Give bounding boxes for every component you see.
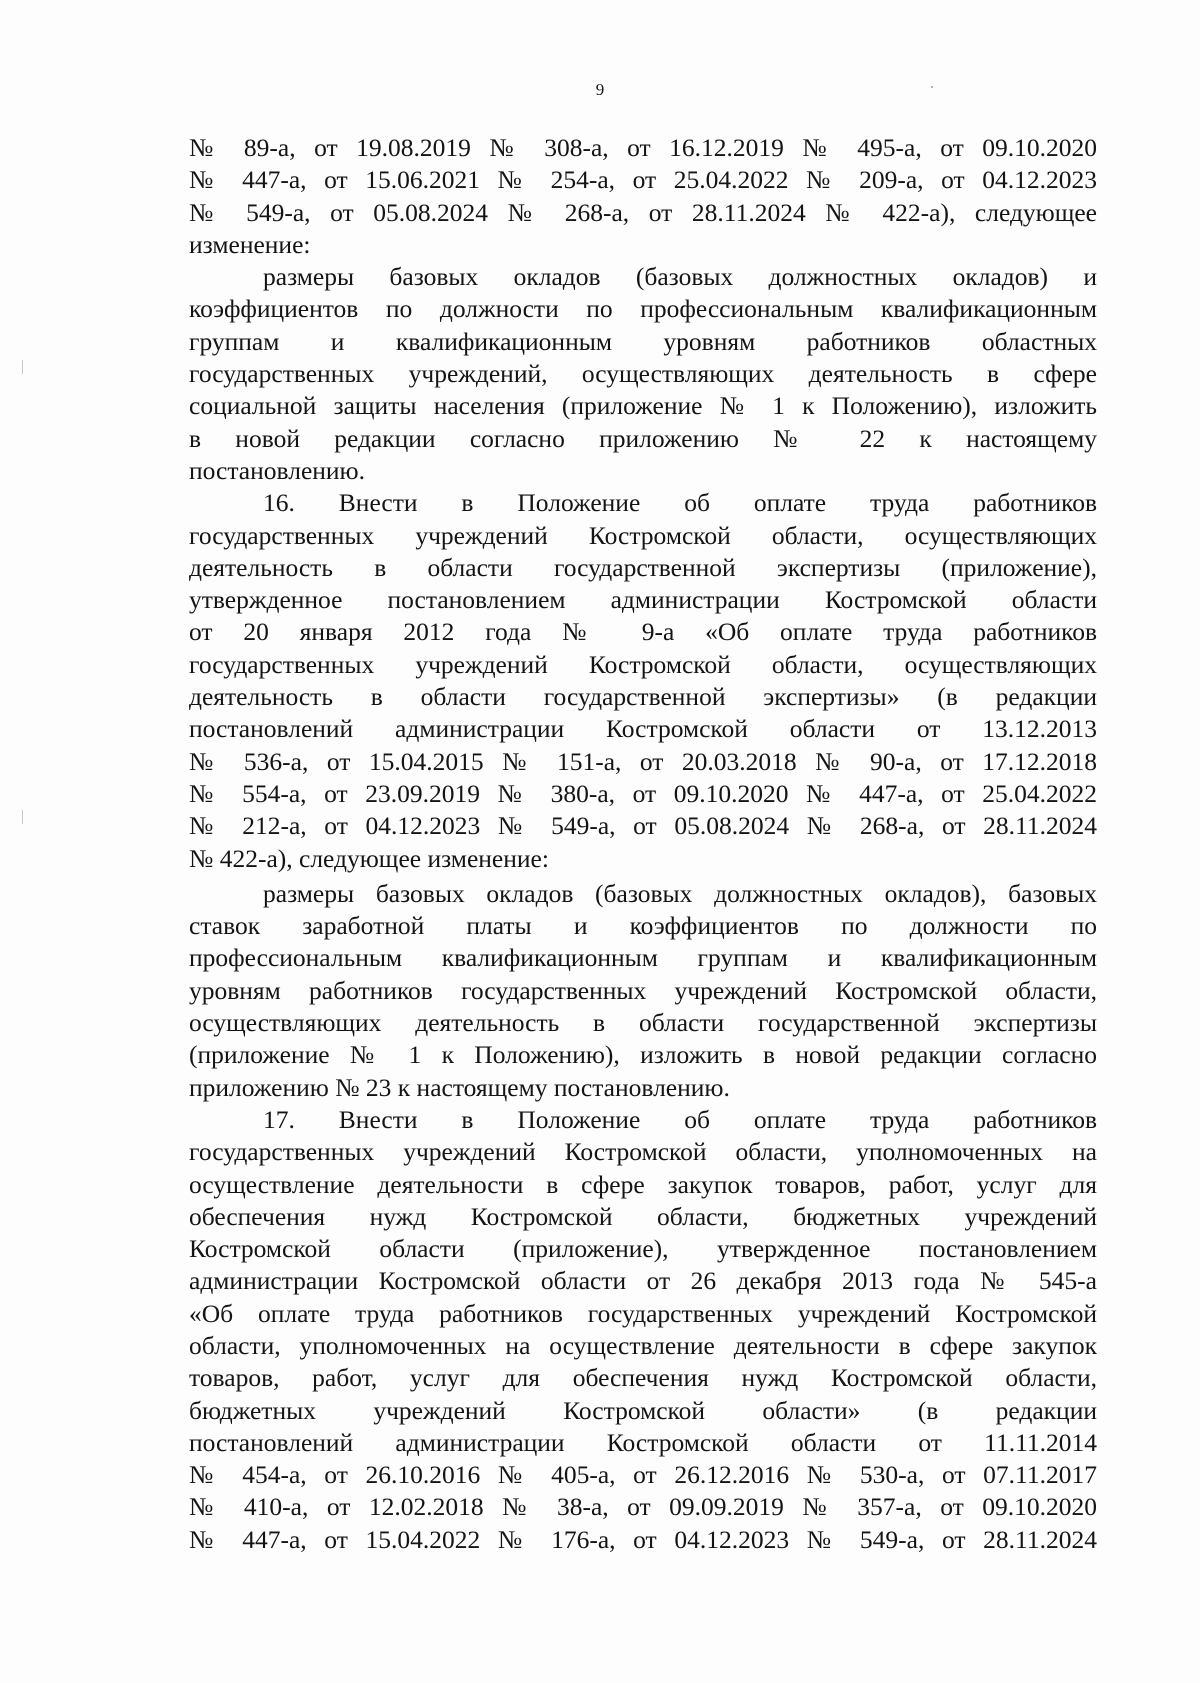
text-line: № 447-а, от 15.04.2022 № 176-а, от 04.12.2023 № 549-а, от 28.11.2024 (189, 1524, 1097, 1554)
text-line: государственных учреждений, осуществляющих деятельность в сфере (189, 359, 1097, 389)
text-line: изменение: (189, 229, 311, 259)
text-line: области, уполномоченных на осуществление деятельности в сфере закупок (189, 1330, 1097, 1360)
text-line: ставок заработной платы и коэффициентов по должности по (189, 911, 1097, 941)
text-line: утвержденное постановлением администрации Костромской области (189, 585, 1097, 615)
text-line: № 454-а, от 26.10.2016 № 405-а, от 26.12.2016 № 530-а, от 07.11.2017 (189, 1460, 1097, 1490)
text-line: осуществляющих деятельность в области государственной экспертизы (189, 1008, 1097, 1038)
item-17-start: 17. Внести в Положение об оплате труда работников (263, 1104, 1097, 1134)
text-line: № 212-а, от 04.12.2023 № 549-а, от 05.08.2024 № 268-а, от 28.11.2024 (189, 811, 1097, 841)
item-16-start: 16. Внести в Положение об оплате труда работников (263, 488, 1097, 518)
text-line: постановлений администрации Костромской области от 13.12.2013 (189, 714, 1097, 744)
text-line: профессиональным квалификационным группам и квалификационным (189, 943, 1097, 973)
text-line: Костромской области (приложение), утвержденное постановлением (189, 1234, 1097, 1264)
text-line: № 549-а, от 05.08.2024 № 268-а, от 28.11.2024 № 422-а), следующее (189, 197, 1097, 227)
text-line: № 447-а, от 15.06.2021 № 254-а, от 25.04.2022 № 209-а, от 04.12.2023 (189, 165, 1097, 195)
text-line: государственных учреждений Костромской области, осуществляющих (189, 649, 1097, 679)
text-line: администрации Костромской области от 26 декабря 2013 года № 545-а (189, 1266, 1097, 1296)
text-line: размеры базовых окладов (базовых должностных окладов) и (263, 262, 1097, 292)
text-line: размеры базовых окладов (базовых должностных окладов), базовых (263, 878, 1097, 908)
text-line: деятельность в области государственной экспертизы» (в редакции (189, 682, 1097, 712)
text-line: от 20 января 2012 года № 9-а «Об оплате труда работников (189, 617, 1097, 647)
text-line: приложению № 23 к настоящему постановлению. (189, 1072, 730, 1102)
text-line: социальной защиты населения (приложение № 1 к Положению), изложить (189, 391, 1097, 421)
text-line: № 554-а, от 23.09.2019 № 380-а, от 09.10.2020 № 447-а, от 25.04.2022 (189, 778, 1097, 808)
text-line: обеспечения нужд Костромской области, бюджетных учреждений (189, 1201, 1097, 1231)
text-line: коэффициентов по должности по профессиональным квалификационным (189, 294, 1097, 324)
text-line: осуществление деятельности в сфере закупок товаров, работ, услуг для (189, 1169, 1097, 1199)
text-line: группам и квалификационным уровням работников областных (189, 326, 1097, 356)
text-line: (приложение № 1 к Положению), изложить в новой редакции согласно (189, 1040, 1097, 1070)
text-line: государственных учреждений Костромской области, осуществляющих (189, 520, 1097, 550)
text-line: товаров, работ, услуг для обеспечения нужд Костромской области, (189, 1363, 1097, 1393)
text-line: постановлений администрации Костромской области от 11.11.2014 (189, 1427, 1097, 1457)
text-line: постановлению. (189, 455, 365, 485)
text-line: № 410-а, от 12.02.2018 № 38-а, от 09.09.2019 № 357-а, от 09.10.2020 (189, 1492, 1097, 1522)
text-line: «Об оплате труда работников государственных учреждений Костромской (189, 1298, 1097, 1328)
text-line: бюджетных учреждений Костромской области» (в редакции (189, 1395, 1097, 1425)
text-line: № 422-а), следующее изменение: (189, 843, 549, 873)
text-line: уровням работников государственных учреждений Костромской области, (189, 975, 1097, 1005)
scan-margin-mark (22, 810, 23, 824)
body-text (189, 132, 1097, 1556)
text-line: № 536-а, от 15.04.2015 № 151-а, от 20.03.2018 № 90-а, от 17.12.2018 (189, 746, 1097, 776)
text-line: № 89-а, от 19.08.2019 № 308-а, от 16.12.2019 № 495-а, от 09.10.2020 (189, 133, 1097, 162)
scan-margin-mark (22, 360, 23, 374)
text-line: государственных учреждений Костромской области, уполномоченных на (189, 1137, 1097, 1167)
text-line: деятельность в области государственной экспертизы (приложение), (189, 552, 1097, 582)
page-number: 9 (595, 80, 605, 99)
text-line: в новой редакции согласно приложению № 22 к настоящему (189, 423, 1097, 453)
scan-speck (931, 86, 933, 88)
